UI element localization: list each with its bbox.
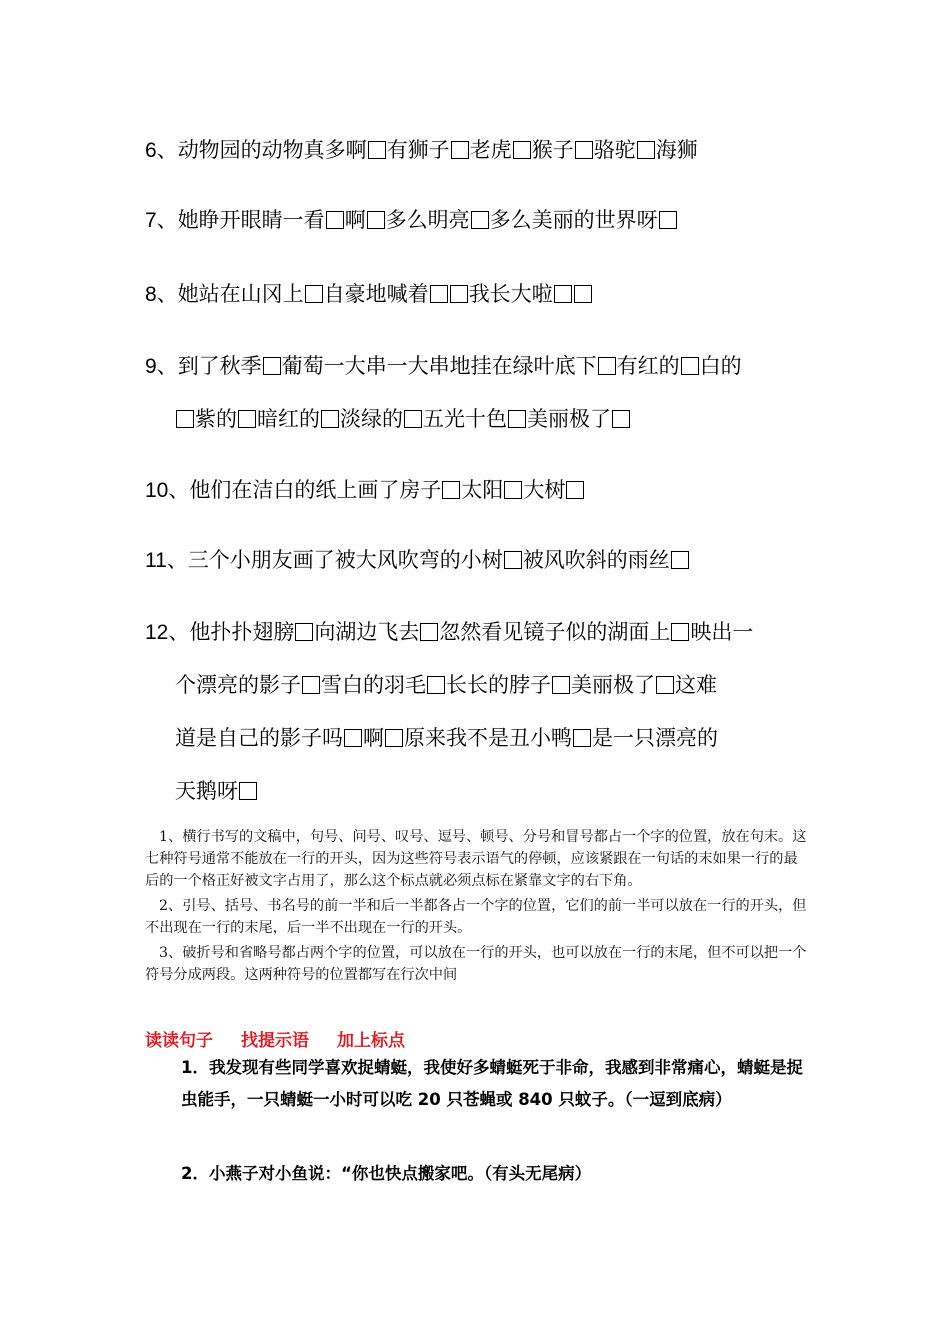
answer-box[interactable]: [671, 623, 689, 641]
answer-box[interactable]: [575, 141, 593, 159]
question-text: 淡绿的: [340, 407, 403, 431]
question-text: 白的: [699, 354, 742, 378]
answer-box[interactable]: [573, 729, 591, 747]
question-text: 她睁开眼睛一看: [177, 208, 325, 232]
question-text: 海狮: [655, 138, 698, 162]
answer-box[interactable]: [681, 357, 699, 375]
question-text: 美丽极了: [527, 407, 611, 431]
answer-box[interactable]: [442, 481, 460, 499]
question-text: 个漂亮的影子: [175, 673, 301, 697]
answer-box[interactable]: [504, 551, 522, 569]
answer-box[interactable]: [451, 141, 469, 159]
question-text: 葡萄一大串一大串地挂在绿叶底下: [281, 354, 597, 378]
question-8: [145, 268, 810, 321]
question-text: 有红的: [616, 354, 680, 378]
punctuation-rules: [145, 826, 810, 989]
answer-box[interactable]: [239, 782, 257, 800]
answer-box[interactable]: [513, 141, 531, 159]
answer-box[interactable]: [176, 410, 194, 428]
question-line: [145, 464, 810, 517]
exercise-1-text: 1．我发现有些同学喜欢捉蜻蜓，我使好多蜻蜓死于非命，我感到非常痛心，蜻蜓是捉虫能手，一只蜻蜓一小时可以吃 20 只苍蝇或 840 只蚊子。（一逗到底病）: [181, 1058, 803, 1109]
question-line: [145, 712, 810, 765]
answer-box[interactable]: [295, 623, 313, 641]
question-9: [145, 340, 810, 446]
rule-2: 2、引号、括号、书名号的前一半和后一半都各占一个字的位置，它们的前一半可以放在一行的开头，但不出现在一行的末尾，后一半不出现在一行的开头。: [145, 898, 807, 936]
answer-box[interactable]: [305, 285, 323, 303]
question-text: 他们在洁白的纸上画了房子: [189, 478, 442, 502]
question-text: 骆驼: [593, 138, 636, 162]
question-text: 天鹅呀: [175, 779, 238, 803]
exercise-2-text: 2．小燕子对小鱼说：“你也快点搬家吧。（有头无尾病）: [181, 1164, 592, 1183]
question-number: 7、: [145, 209, 178, 232]
question-line: [145, 534, 810, 587]
answer-box[interactable]: [385, 729, 403, 747]
question-text: 我长大啦: [468, 282, 553, 306]
question-text: 大树: [523, 478, 566, 502]
question-line: [145, 393, 810, 446]
answer-box[interactable]: [471, 211, 489, 229]
answer-box[interactable]: [326, 211, 344, 229]
question-text: 自豪地喊着: [323, 282, 429, 306]
answer-box[interactable]: [404, 410, 422, 428]
exercise-2: [145, 1158, 810, 1190]
answer-box[interactable]: [420, 623, 438, 641]
question-text: 太阳: [461, 478, 504, 502]
question-number: 12、: [145, 621, 190, 644]
question-text: 道是自己的影子吗: [175, 726, 343, 750]
answer-box[interactable]: [427, 676, 445, 694]
question-number: 11、: [145, 549, 188, 572]
answer-box[interactable]: [430, 285, 448, 303]
question-text: 雪白的羽毛: [321, 673, 426, 697]
question-line: [145, 194, 810, 247]
answer-box[interactable]: [238, 410, 256, 428]
question-text: 长长的脖子: [446, 673, 551, 697]
question-text: 到了秋季: [177, 354, 262, 378]
answer-box[interactable]: [552, 676, 570, 694]
question-text: 老虎: [469, 138, 512, 162]
heading-find-prompts: 找提示语: [241, 1031, 309, 1051]
rule-3: 3、破折号和省略号都占两个字的位置，可以放在一行的开头，也可以放在一行的末尾，但不可以把一个符号分成两段。这两种符号的位置都写在行次中间: [145, 945, 807, 983]
question-text: 暗红的: [257, 407, 320, 431]
answer-box[interactable]: [656, 676, 674, 694]
question-number: 10、: [145, 479, 190, 502]
answer-box[interactable]: [554, 285, 572, 303]
exercise-1: [145, 1052, 810, 1116]
question-text: 她站在山冈上: [177, 282, 304, 306]
answer-box[interactable]: [659, 211, 677, 229]
answer-box[interactable]: [263, 357, 281, 375]
question-line: [145, 124, 810, 177]
heading-read-sentences: 读读句子: [145, 1031, 213, 1051]
answer-box[interactable]: [321, 410, 339, 428]
question-text: 有狮子: [386, 138, 450, 162]
rule-1: 1、横行书写的文稿中，句号、问号、叹号、逗号、顿号、分号和冒号都占一个字的位置，放在句末。这七种符号通常不能放在一行的开头，因为这些符号表示语气的停顿，应该紧跟在一句话的末如果一行的最后的一个格正好被文字占用了，那么这个标点就必须点标在紧靠文字的右下角。: [145, 829, 807, 889]
question-text: 原来我不是丑小鸭: [404, 726, 572, 750]
question-line: [145, 340, 810, 393]
question-text: 是一只漂亮的: [592, 726, 718, 750]
answer-box[interactable]: [367, 211, 385, 229]
question-text: 啊: [363, 726, 384, 750]
answer-box[interactable]: [598, 357, 616, 375]
question-text: 多么明亮: [385, 208, 470, 232]
question-line: [145, 659, 810, 712]
answer-box[interactable]: [508, 410, 526, 428]
answer-box[interactable]: [671, 551, 689, 569]
question-12: [145, 606, 810, 818]
question-text: 被风吹斜的雨丝: [522, 548, 670, 572]
question-text: 他扑扑翅膀: [189, 620, 295, 644]
answer-box[interactable]: [612, 410, 630, 428]
answer-box[interactable]: [566, 481, 584, 499]
question-number: 6、: [145, 139, 178, 162]
question-line: [145, 606, 810, 659]
question-line: [145, 268, 810, 321]
answer-box[interactable]: [504, 481, 522, 499]
question-text: 猴子: [531, 138, 574, 162]
question-text: 美丽极了: [571, 673, 655, 697]
answer-box[interactable]: [637, 141, 655, 159]
question-text: 五光十色: [423, 407, 507, 431]
answer-box[interactable]: [368, 141, 386, 159]
question-11: [145, 534, 810, 587]
question-line: [145, 765, 810, 818]
answer-box[interactable]: [302, 676, 320, 694]
heading-add-punctuation: 加上标点: [337, 1031, 405, 1051]
question-number: 9、: [145, 355, 178, 378]
question-text: 三个小朋友画了被大风吹弯的小树: [187, 548, 503, 572]
answer-box[interactable]: [344, 729, 362, 747]
answer-box[interactable]: [574, 285, 592, 303]
question-text: 忽然看见镜子似的湖面上: [439, 620, 671, 644]
question-10: [145, 464, 810, 517]
question-text: 紫的: [195, 407, 237, 431]
question-7: [145, 194, 810, 247]
question-text: 向湖边飞去: [314, 620, 420, 644]
question-text: 映出一: [690, 620, 754, 644]
question-6: [145, 124, 810, 177]
question-text: 动物园的动物真多啊: [177, 138, 367, 162]
question-text: 多么美丽的世界呀: [489, 208, 658, 232]
answer-box[interactable]: [450, 285, 468, 303]
question-text: 这难: [675, 673, 717, 697]
section-heading: [145, 1026, 433, 1051]
question-text: 啊: [344, 208, 366, 232]
question-number: 8、: [145, 283, 178, 306]
